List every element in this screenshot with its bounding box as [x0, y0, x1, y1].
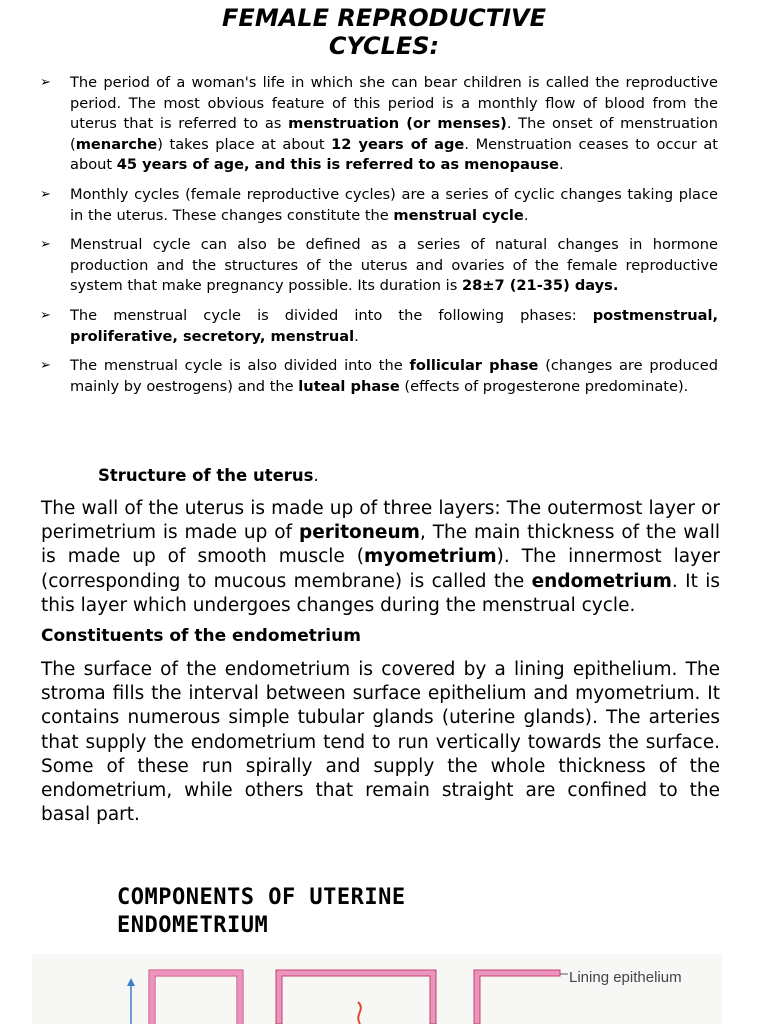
gland-left-epithelium — [149, 970, 243, 1024]
bold-text: 28±7 (21-35) days. — [461, 277, 619, 295]
components-line-2: ENDOMETRIUM — [117, 913, 269, 938]
components-line-1: COMPONENTS OF UTERINE — [117, 885, 406, 910]
bullet-text: Menstrual cycle can also be defined as a series of natural changes in hormone production and the structures of the uterus and ovaries of the female reproductive system that make pregnancy possible. Its duration is — [70, 236, 718, 295]
bold-text: 45 years of age, and this is referred to as menopause — [116, 156, 559, 174]
arrow-bullet-icon: ➢ — [40, 358, 51, 374]
gland-middle-epithelium — [276, 970, 436, 1024]
bullet-text: . — [558, 156, 564, 174]
bullet-item — [40, 73, 718, 176]
endometrium-paragraph: The surface of the endometrium is covered by a lining epithelium. The stroma fills the interval between surface epithelium and myometrium. It contains numerous simple tubular glands (uterine glands). The arteries that supply the endometrium tend to run vertically towards the surface. Some of these run spirally and supply the whole thickness of the endometrium, while others that remain straight are confined to the basal part. — [41, 659, 720, 826]
constituents-heading: Constituents of the endometrium — [41, 626, 361, 646]
bullet-text: Monthly cycles (female reproductive cycles) are a series of cyclic changes taking place in the uterus. These changes constitute the — [70, 185, 718, 224]
bullet-text: . — [354, 327, 359, 345]
page-title — [0, 4, 768, 60]
paragraph-text: . It is this layer which undergoes changes during the menstrual cycle. — [41, 570, 720, 616]
endometrium-figure — [32, 954, 722, 1024]
bullet-item — [40, 235, 718, 297]
bullet-text: . The onset of menstruation ( — [70, 115, 718, 153]
bullet-text: (changes are produced mainly by oestrogens) and the — [70, 357, 718, 395]
bold-term: myometrium — [364, 546, 497, 568]
gland-right-epithelium — [474, 970, 560, 1024]
bullet-item — [40, 185, 718, 226]
bold-text: postmenstrual, proliferative, secretory, menstrual — [70, 306, 718, 345]
bullet-item — [40, 306, 718, 347]
bullet-text: . — [523, 206, 529, 224]
bold-term: peritoneum — [298, 522, 420, 544]
bullet-item — [40, 356, 718, 397]
bullet-text: The menstrual cycle is divided into the following phases: — [70, 306, 593, 324]
bold-text: luteal phase — [298, 377, 400, 395]
bullet-list — [40, 73, 718, 406]
structure-heading-period: . — [313, 466, 319, 485]
bold-text: 12 years of age — [331, 135, 465, 153]
title-line-2: CYCLES: — [328, 32, 440, 60]
arrow-bullet-icon: ➢ — [40, 237, 51, 253]
arrow-head — [127, 978, 135, 986]
bold-term: endometrium — [531, 570, 672, 592]
lining-epithelium-label: Lining epithelium — [569, 969, 682, 986]
bold-text: menstrual cycle — [393, 206, 524, 224]
arrow-bullet-icon: ➢ — [40, 75, 51, 90]
structure-heading — [98, 466, 319, 485]
bullet-text: (effects of progesterone predominate). — [399, 377, 689, 395]
paragraph-text: The wall of the uterus is made up of three layers: The outermost layer or perimetrium is made up of — [41, 498, 720, 544]
arrow-bullet-icon: ➢ — [40, 186, 51, 202]
title-line-1: FEMALE REPRODUCTIVE — [222, 4, 546, 32]
components-heading — [117, 884, 406, 940]
bullet-text: ) takes place at about — [157, 135, 332, 153]
bold-text: follicular phase — [409, 357, 539, 375]
paragraph-text: , The main thickness of the wall is made up of smooth muscle ( — [41, 522, 721, 568]
uterus-wall-paragraph — [41, 497, 720, 618]
structure-heading-text: Structure of the uterus — [98, 466, 314, 485]
endometrium-diagram — [32, 954, 722, 1024]
bold-text: menarche — [75, 135, 158, 153]
bold-text: menstruation (or menses) — [288, 115, 507, 133]
paragraph-text: ). The innermost layer (corresponding to mucous membrane) is called the — [41, 546, 720, 592]
bullet-text: The period of a woman's life in which she can bear children is called the reproductive period. The most obvious feature of this period is a monthly flow of blood from the uterus that is referred to as — [70, 74, 718, 133]
gland-left — [149, 970, 243, 1024]
spiral-artery — [358, 1002, 361, 1024]
bullet-text: . Menstruation ceases to occur at about — [70, 135, 719, 174]
bullet-text: The menstrual cycle is also divided into the — [70, 357, 410, 375]
arrow-bullet-icon: ➢ — [40, 307, 51, 323]
